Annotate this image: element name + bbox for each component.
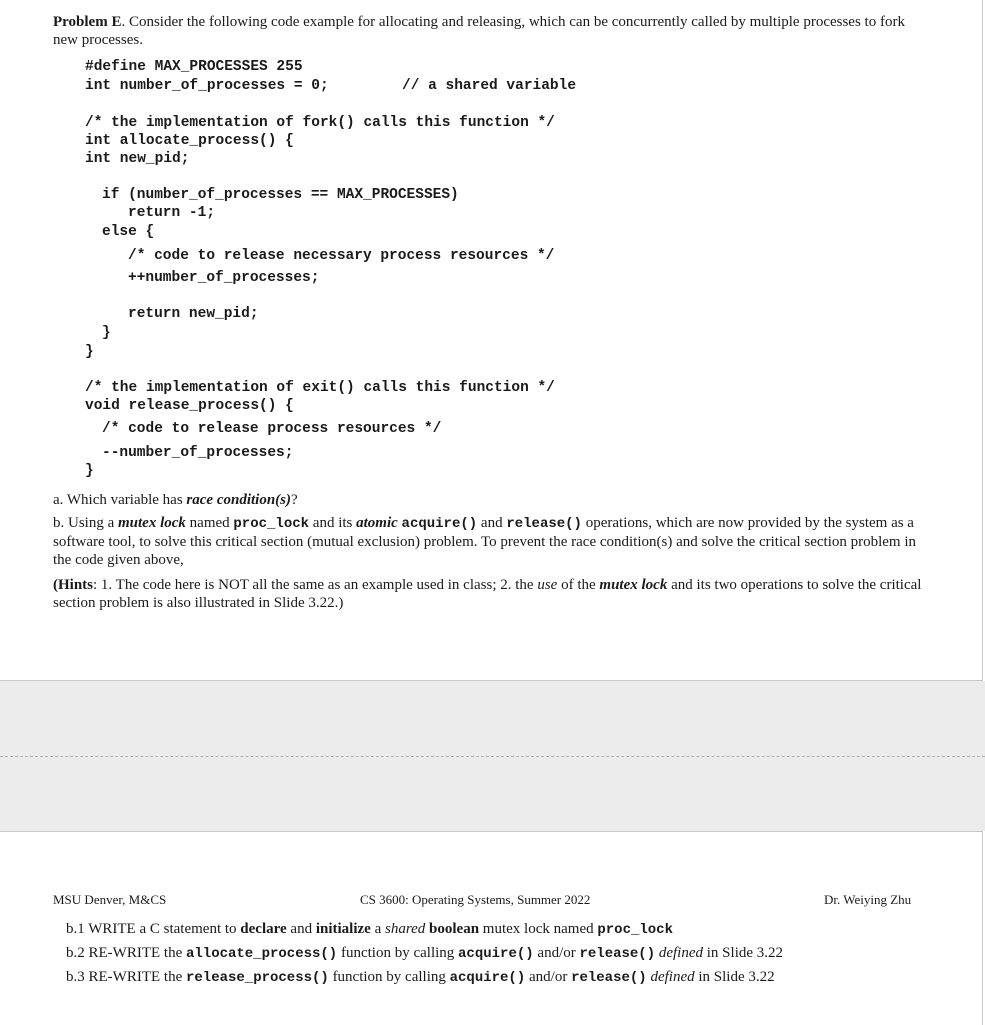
b2-text-3: and/or	[533, 945, 580, 961]
hints-text-2: of the	[557, 577, 600, 593]
question-a-emphasis: race condition(s)	[186, 492, 291, 508]
b2-text-2: function by calling	[337, 945, 459, 961]
problem-intro: . Consider the following code example for allocating and releasing, which can be concurrently called by multiple processes to fork new processes.	[53, 14, 905, 48]
question-b-text-5: and	[477, 515, 507, 531]
b3-code-release-process: release_process()	[185, 970, 329, 986]
code-return-pid: return new_pid;	[128, 306, 259, 322]
question-b2	[66, 945, 783, 962]
b1-strong-boolean: boolean	[429, 921, 480, 937]
problem-label: Problem E	[53, 14, 122, 30]
code-shared-var: int number_of_processes = 0;	[85, 78, 329, 94]
code-shared-var-comment: // a shared variable	[402, 78, 577, 94]
header-left: MSU Denver, M&CS	[53, 892, 167, 907]
b3-code-release: release()	[571, 970, 647, 986]
b1-strong-initialize: initialize	[315, 921, 371, 937]
question-b-emph-mutex: mutex lock	[118, 515, 186, 531]
b1-text-3: a	[370, 921, 385, 937]
question-b1	[66, 921, 673, 938]
code-else: else {	[102, 224, 155, 240]
question-b-text-3: and its	[309, 515, 357, 531]
code-release-signature: void release_process() {	[85, 398, 294, 414]
b1-emph-shared: shared	[385, 921, 426, 937]
code-close-release: }	[85, 463, 94, 479]
header-right: Dr. Weiying Zhu	[824, 892, 912, 907]
question-b-text-1: b. Using a	[53, 515, 118, 531]
b2-emph-defined: defined	[658, 945, 704, 961]
b1-code-proc-lock: proc_lock	[597, 922, 673, 938]
question-a-suffix: ?	[291, 492, 298, 508]
code-if-check: if (number_of_processes == MAX_PROCESSES)	[102, 187, 459, 203]
b2-code-allocate: allocate_process()	[185, 946, 338, 962]
b1-text-2: and	[286, 921, 316, 937]
code-increment: ++number_of_processes;	[128, 270, 320, 286]
code-exit-comment: /* the implementation of exit() calls this function */	[85, 380, 555, 396]
b3-text-5: in Slide 3.22	[694, 969, 775, 985]
code-define: #define MAX_PROCESSES 255	[85, 59, 303, 75]
hints-emph-use: use	[537, 577, 558, 593]
code-close-else: }	[102, 325, 111, 341]
b1-strong-declare: declare	[240, 921, 287, 937]
b3-text-3: and/or	[525, 969, 572, 985]
b2-text-5: in Slide 3.22	[703, 945, 784, 961]
question-a-text: a. Which variable has	[53, 492, 187, 508]
question-b-text-6: operations, which are now provided by the system as a software tool, to solve this critical section (mutual exclusion) problem. To prevent the race condition(s) and solve the critical section problem in the code given above,	[53, 515, 917, 568]
header-center: CS 3600: Operating Systems, Summer 2022	[360, 892, 591, 907]
code-close-allocate: }	[85, 344, 94, 360]
b2-text-1: b.2 RE-WRITE the	[66, 945, 186, 961]
code-allocate-signature: int allocate_process() {	[85, 133, 294, 149]
hints-text-1: : 1. The code here is NOT all the same as an example used in class; 2. the	[93, 577, 538, 593]
b3-text-1: b.3 RE-WRITE the	[66, 969, 186, 985]
b2-code-release: release()	[579, 946, 656, 962]
code-new-pid-decl: int new_pid;	[85, 151, 190, 167]
code-return-negative: return -1;	[128, 205, 216, 221]
problem-statement	[53, 13, 933, 49]
code-resources-comment: /* code to release necessary process resources */	[128, 248, 555, 264]
b3-text-2: function by calling	[328, 969, 450, 985]
question-b	[53, 514, 933, 569]
question-b-emph-atomic: atomic	[356, 515, 398, 531]
code-release-comment: /* code to release process resources */	[102, 421, 442, 437]
hints-open-paren: (	[53, 577, 58, 593]
question-b-text-2: named	[185, 515, 234, 531]
question-b-code-acquire: acquire()	[401, 516, 478, 532]
page-break-line	[0, 756, 985, 757]
b3-code-acquire: acquire()	[449, 970, 526, 986]
hints-emph-mutex: mutex lock	[599, 577, 668, 593]
b3-emph-defined: defined	[650, 969, 695, 985]
hints-text-3: and its two operations to solve the critical section problem is also illustrated in Slide 3.22.)	[53, 577, 922, 611]
code-fork-comment: /* the implementation of fork() calls this function */	[85, 115, 555, 131]
b1-text-1: b.1 WRITE a C statement to	[66, 921, 241, 937]
code-decrement: --number_of_processes;	[102, 445, 294, 461]
hints-label: Hints	[58, 577, 94, 593]
question-b-code-release: release()	[506, 516, 582, 532]
hints	[53, 576, 933, 612]
question-b-code-proc-lock: proc_lock	[233, 516, 310, 532]
question-b3	[66, 969, 775, 986]
question-a	[53, 491, 933, 509]
b2-code-acquire: acquire()	[458, 946, 534, 962]
b1-text-5: mutex lock named	[479, 921, 598, 937]
